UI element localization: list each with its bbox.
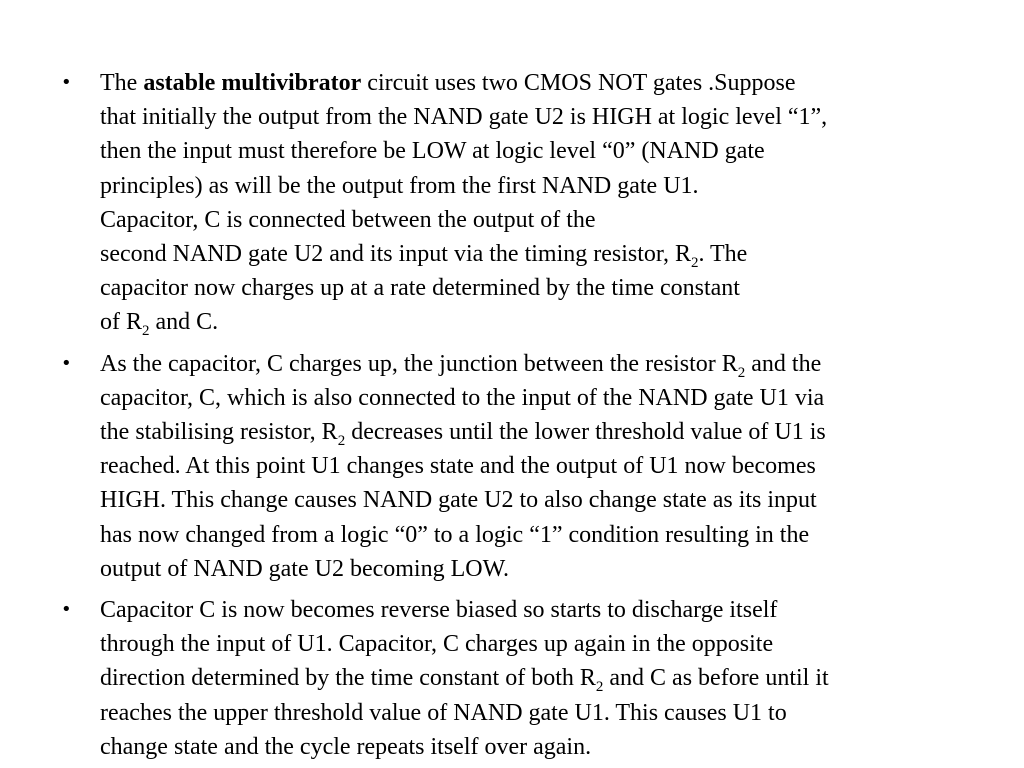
bold-term: astable multivibrator [143, 70, 362, 96]
text-run: second NAND gate U2 and its input via the timing resistor, R [100, 241, 691, 268]
text-run: capacitor now charges up at a rate determined by the time constant [100, 275, 740, 302]
text-line [100, 627, 984, 661]
text-run: reaches the upper threshold value of NAND gate U1. This causes U1 to [100, 699, 787, 726]
text-line [100, 518, 984, 552]
text-line [100, 134, 984, 168]
text-run: The [100, 70, 144, 96]
text-run: principles) as will be the output from the first NAND gate U1. [100, 172, 699, 199]
text-run: change state and the cycle repeats itself over again. [100, 733, 592, 760]
text-line [100, 381, 984, 415]
text-run: reached. At this point U1 changes state and the output of U1 now becomes [100, 453, 816, 480]
text-run: the stabilising resistor, R [100, 419, 338, 446]
bullet-list [0, 66, 1024, 764]
text-line [100, 66, 984, 100]
text-run: As the capacitor, C charges up, the junction between the resistor R [100, 350, 738, 377]
bullet-item [0, 347, 1024, 586]
text-line [100, 593, 984, 627]
text-line [100, 415, 984, 449]
text-line [100, 449, 984, 483]
text-run: has now changed from a logic “0” to a logic “1” condition resulting in the [100, 521, 810, 548]
text-run: . The [698, 241, 748, 268]
text-run: and the [745, 350, 822, 377]
subscript: 2 [595, 679, 604, 696]
text-run: and C as before until it [603, 665, 829, 692]
text-line [100, 552, 984, 586]
bullet-marker: • [61, 72, 72, 93]
text-line [100, 661, 984, 695]
text-run: circuit uses two CMOS NOT gates .Suppose [361, 70, 796, 96]
text-line [100, 696, 984, 730]
text-line [100, 100, 984, 134]
text-line [100, 347, 984, 381]
text-run: output of NAND gate U2 becoming LOW. [100, 555, 510, 582]
text-run: HIGH. This change causes NAND gate U2 to also change state as its input [100, 487, 817, 514]
text-line [100, 169, 984, 203]
text-run: capacitor, C, which is also connected to the input of the NAND gate U1 via [100, 384, 825, 411]
text-run: of R [100, 309, 142, 336]
text-run: that initially the output from the NAND gate U2 is HIGH at logic level “1”, [100, 104, 828, 131]
subscript: 2 [337, 433, 346, 450]
text-line [100, 730, 984, 764]
text-run: Capacitor, C is connected between the output of the [100, 206, 596, 233]
text-line [100, 203, 984, 237]
text-run: and C. [149, 309, 219, 336]
text-run: through the input of U1. Capacitor, C charges up again in the opposite [100, 631, 774, 658]
text-run: then the input must therefore be LOW at logic level “0” (NAND gate [100, 138, 765, 165]
text-line [100, 271, 984, 305]
text-line [100, 483, 984, 517]
subscript: 2 [142, 323, 150, 340]
bullet-marker: • [61, 352, 72, 374]
text-run: decreases until the lower threshold value of U1 is [345, 419, 826, 446]
subscript: 2 [690, 255, 699, 272]
bullet-item [0, 593, 1024, 764]
text-run: Capacitor C is now becomes reverse biased so starts to discharge itself [100, 597, 778, 624]
bullet-marker: • [61, 599, 72, 621]
text-line [100, 305, 984, 339]
subscript: 2 [737, 364, 746, 381]
text-line [100, 237, 984, 271]
text-run: direction determined by the time constant of both R [100, 665, 596, 692]
bullet-item [0, 66, 1024, 340]
